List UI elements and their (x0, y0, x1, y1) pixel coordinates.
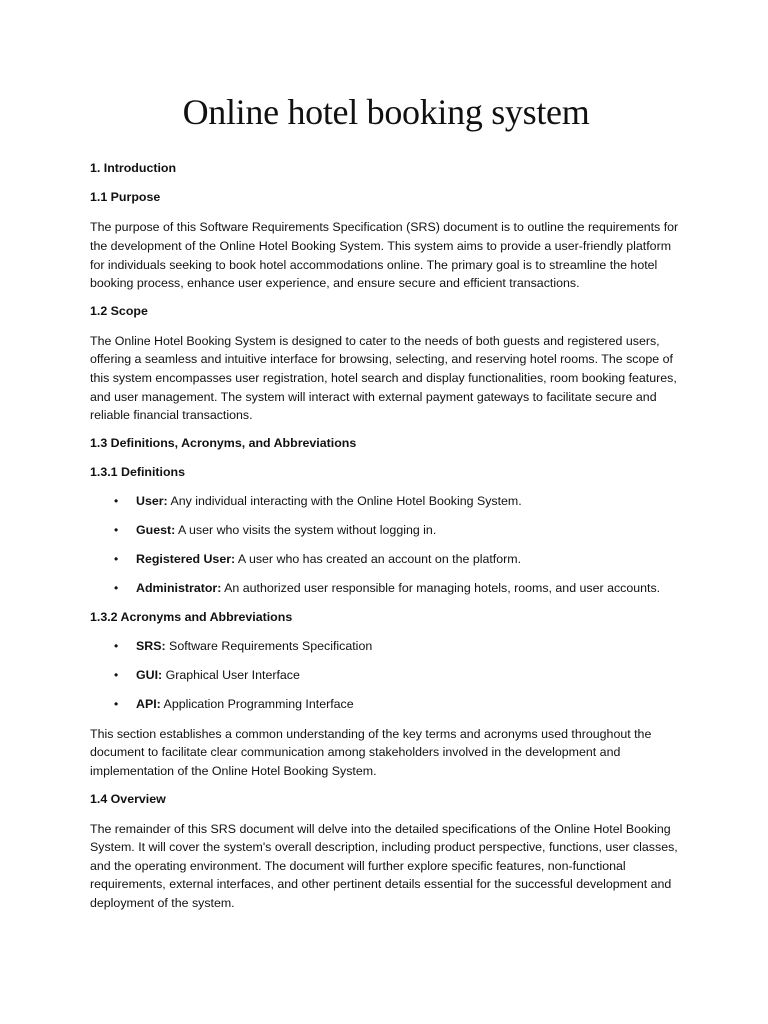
acronyms-subheading: 1.3.2 Acronyms and Abbreviations (90, 609, 293, 624)
document-page (90, 92, 682, 922)
definition-term: Administrator: (136, 580, 222, 595)
definitions-acronyms-heading: 1.3 Definitions, Acronyms, and Abbreviations (90, 435, 357, 450)
bullet-icon: • (114, 522, 119, 537)
overview-heading: 1.4 Overview (90, 791, 166, 806)
introduction-heading: 1. Introduction (90, 161, 177, 176)
definition-term: User: (136, 493, 168, 508)
bullet-icon: • (114, 667, 119, 682)
definition-term: Registered User: (136, 551, 236, 566)
bullet-icon: • (114, 551, 119, 566)
acronym-item-api (90, 696, 682, 712)
acronym-term: SRS: (136, 638, 166, 653)
acronyms-list (90, 638, 682, 712)
scope-paragraph: The Online Hotel Booking System is designed to cater to the needs of both guests and registered users, offering a seamless and intuitive interface for browsing, selecting, and reserving hotel rooms. The scope of this system encompasses user registration, hotel search and display functionalities, room booking features, and user management. The system will interact with external payment gateways to facilitate secure and reliable financial transactions. (90, 333, 677, 423)
acronym-description: Application Programming Interface (160, 696, 354, 711)
definitions-list (90, 493, 682, 596)
definitions-subheading: 1.3.1 Definitions (90, 464, 186, 479)
definition-item-user (90, 493, 682, 509)
acronym-description: Graphical User Interface (162, 667, 300, 682)
definition-description: Any individual interacting with the Online Hotel Booking System. (167, 493, 522, 508)
bullet-icon: • (114, 580, 119, 595)
bullet-icon: • (114, 493, 119, 508)
scope-heading: 1.2 Scope (90, 303, 148, 318)
acronym-description: Software Requirements Specification (165, 638, 373, 653)
bullet-icon: • (114, 696, 119, 711)
definition-description: An authorized user responsible for managing hotels, rooms, and user accounts. (221, 580, 661, 595)
acronym-item-gui (90, 667, 682, 683)
bullet-icon: • (114, 638, 119, 653)
acronym-term: API: (136, 696, 161, 711)
definition-item-administrator (90, 580, 682, 596)
purpose-heading: 1.1 Purpose (90, 190, 161, 205)
definition-description: A user who visits the system without logging in. (175, 522, 437, 537)
definitions-summary-paragraph: This section establishes a common understanding of the key terms and acronyms used throughout the document to facilitate clear communication among stakeholders involved in the development and implementation of the Online Hotel Booking System. (90, 726, 652, 778)
purpose-paragraph: The purpose of this Software Requirements Specification (SRS) document is to outline the requirements for the development of the Online Hotel Booking System. This system aims to provide a user-friendly platform for individuals seeking to book hotel accommodations online. The primary goal is to streamline the hotel booking process, enhance user experience, and ensure secure and efficient transactions. (90, 220, 679, 291)
overview-paragraph: The remainder of this SRS document will delve into the detailed specifications of the Online Hotel Booking System. It will cover the system's overall description, including product perspective, functions, user classes, and the operating environment. The document will further explore specific features, non-functional requirements, external interfaces, and other pertinent details essential for the successful development and deployment of the system. (90, 821, 678, 910)
document-title: Online hotel booking system (182, 92, 590, 132)
definition-item-guest (90, 522, 682, 538)
acronym-item-srs (90, 638, 682, 654)
definition-item-registered-user (90, 551, 682, 567)
definition-description: A user who has created an account on the platform. (235, 551, 522, 566)
acronym-term: GUI: (136, 667, 163, 682)
definition-term: Guest: (136, 522, 176, 537)
